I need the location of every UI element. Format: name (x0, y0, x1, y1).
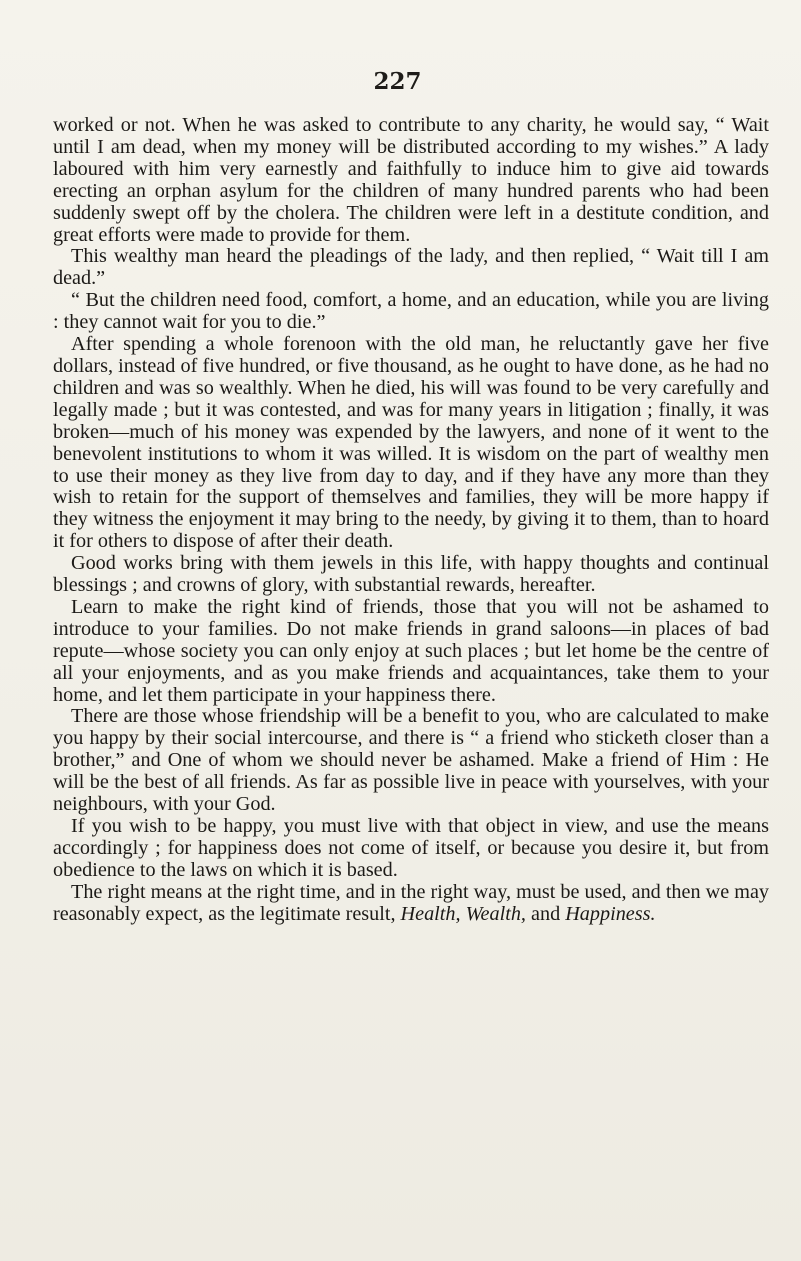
paragraph-last (53, 882, 769, 926)
paragraph: This wealthy man heard the pleadings of the lady, and then replied, “ Wait till I am dead.” (53, 245, 769, 290)
paragraph: “ But the children need food, comfort, a home, and an education, while you are living : they cannot wait for you to die.” (53, 289, 769, 334)
paragraph: Good works bring with them jewels in this life, with happy thoughts and continual blessings ; and crowns of glory, with substantial rewards, hereafter. (53, 552, 769, 597)
paragraph: If you wish to be happy, you must live with that object in view, and use the means accordingly ; for happiness does not come of itself, or because you desire it, but from obedience to the laws on which it is based. (53, 815, 769, 881)
body-text (53, 115, 769, 926)
closing-and: and (531, 902, 561, 925)
paragraph: worked or not. When he was asked to contribute to any charity, he would say, “ Wait until I am dead, when my money will be distributed according to my wishes.” A lady laboured with him very earnestly and faithfully to induce him to give aid towards erecting an orphan asylum for the children of many hundred parents who had been suddenly swept off by the cholera. The children were left in a destitute condition, and great efforts were made to provide for them. (53, 114, 769, 246)
paragraph: Learn to make the right kind of friends, those that you will not be ashamed to introduce to your families. Do not make friends in grand saloons—in places of bad repute—whose society you can only enjoy at such places ; but let home be the centre of all your enjoyments, and as you make friends and acquaintances, take them to your home, and let them participate in your happiness there. (53, 595, 769, 706)
paragraph: After spending a whole forenoon with the old man, he reluctantly gave her five dollars, instead of five hundred, or five thousand, as he ought to have done, as he had no children and was so wealthly. When he died, his will was found to be very carefully and legally made ; but it was contested, and was for many years in litigation ; finally, it was broken—much of his money was expended by the lawyers, and none of it went to the benevolent institutions to whom it was willed. It is wisdom on the part of wealthy men to use their money as they live from day to day, and if they have any more than they wish to retain for the support of themselves and families, they will be more happy if they witness the enjoyment it may bring to the needy, by giving it to them, than to hoard it for others to dispose of after their death. (53, 333, 769, 553)
closing-wealth: Wealth, (465, 902, 526, 925)
page-number: 227 (373, 68, 422, 95)
paragraph: There are those whose friendship will be a benefit to you, who are calculated to make you happy by their social intercourse, and there is “ a friend who sticketh closer than a brother,” and One of whom we should never be ashamed. Make a friend of Him : He will be the best of all friends. As far as possible live in peace with yourselves, with your neighbours, with your God. (53, 705, 769, 816)
closing-happiness: Happiness. (565, 902, 656, 925)
closing-health: Health, (400, 902, 461, 925)
paragraph-last-text: The right means at the right time, and in the right way, must be used, and then we may reasonably expect, as the legitimate result, (53, 880, 769, 925)
